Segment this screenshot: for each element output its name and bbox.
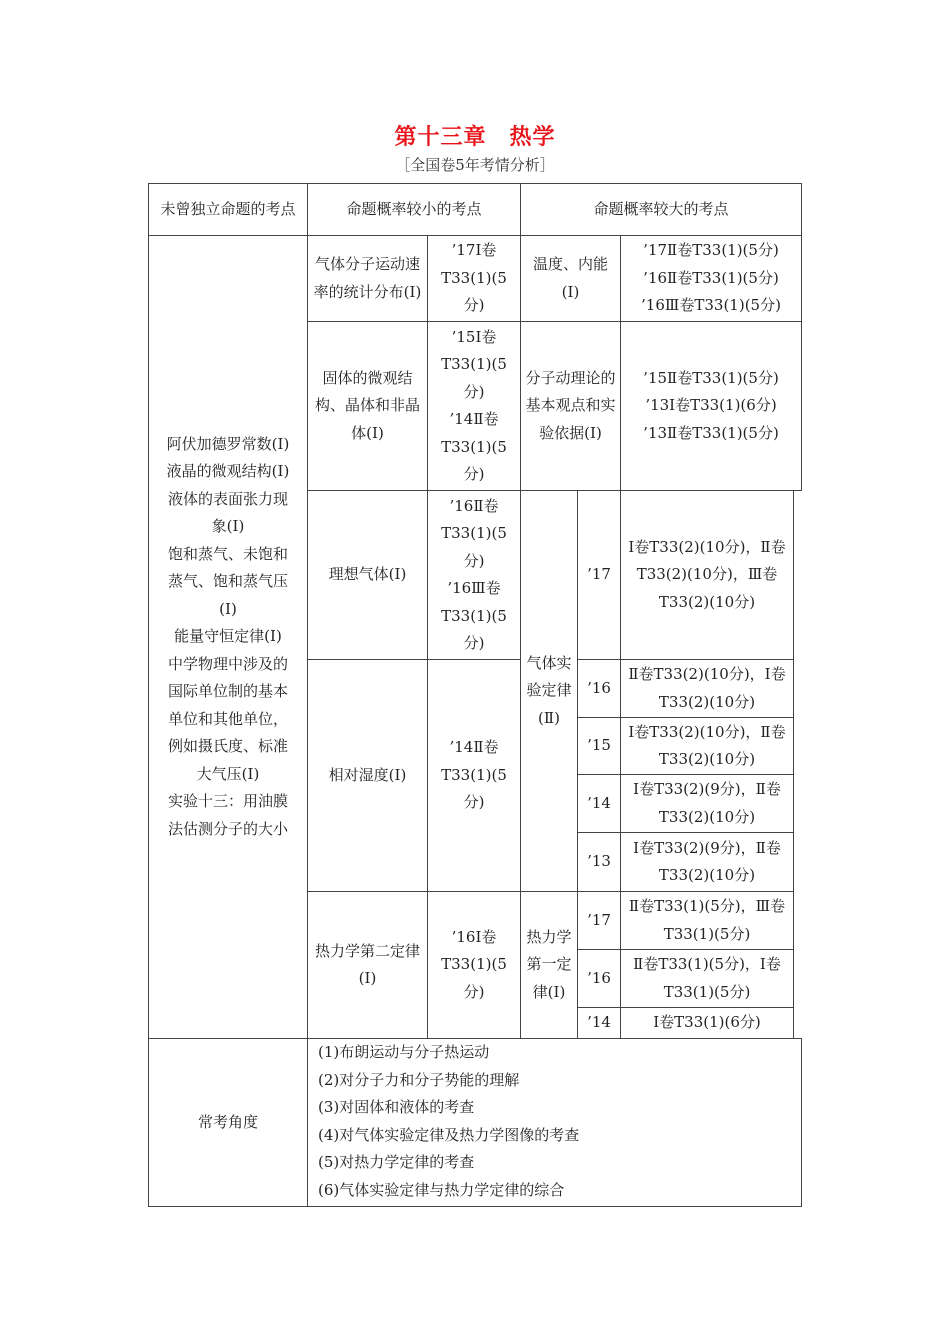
large-topic-temperature: [520, 235, 621, 322]
header-label: 未曾独立命题的考点: [160, 199, 296, 218]
topic-label: 温度、内能(Ⅰ): [532, 255, 608, 301]
first-law-detail-0: [620, 891, 794, 950]
gas-law-year-3: [577, 774, 621, 833]
year-label: ’13: [587, 852, 611, 871]
gas-law-year-1: [577, 659, 621, 718]
list-item: (2)对分子力和分子势能的理解: [318, 1070, 520, 1089]
large-exams-molecular: [620, 321, 802, 491]
header-unindependent: [148, 183, 308, 236]
exam-ref: ’14Ⅱ卷T33(1)(5分): [441, 410, 507, 483]
gas-law-detail-4: [620, 832, 794, 892]
topic-label: 分子动理论的基本观点和实验依据(Ⅰ): [525, 368, 616, 442]
large-topic-first-law: [520, 891, 578, 1039]
list-item: 液体的表面张力现象(Ⅰ): [167, 489, 288, 536]
chapter-subtitle: ［全国卷5年考情分析］: [395, 156, 555, 174]
topic-label: 热力学第二定律(Ⅰ): [314, 941, 420, 987]
list-item: 中学物理中涉及的国际单位制的基本单位和其他单位，例如摄氏度、标准大气压(Ⅰ): [167, 654, 288, 783]
exam-ref: ’16Ⅰ卷T33(1)(5分): [441, 927, 507, 1001]
header-small-probability: [307, 183, 521, 236]
small-topic-0: [307, 235, 428, 322]
list-item: 能量守恒定律(Ⅰ): [174, 627, 282, 646]
exam-ref: ’16Ⅱ卷T33(1)(5分): [643, 268, 779, 287]
small-topic-4: [307, 891, 428, 1039]
list-item: (4)对气体实验定律及热力学图像的考查: [318, 1125, 580, 1144]
small-exams-3: [427, 659, 521, 892]
small-exams-0: [427, 235, 521, 322]
topic-label: 理想气体(Ⅰ): [328, 565, 407, 584]
large-topic-molecular: [520, 321, 621, 491]
small-topic-1: [307, 321, 428, 491]
list-item: 阿伏加德罗常数(Ⅰ): [166, 434, 290, 453]
year-label: ’16: [587, 968, 611, 987]
topic-label: 气体分子运动速率的统计分布(Ⅰ): [313, 255, 422, 301]
exam-ref: Ⅰ卷T33(2)(9分)，Ⅱ卷T33(2)(10分): [633, 838, 781, 884]
exam-ref: Ⅱ卷T33(2)(10分)，Ⅰ卷T33(2)(10分): [628, 665, 786, 711]
list-item: 饱和蒸气、未饱和蒸气、饱和蒸气压(Ⅰ): [167, 544, 288, 618]
exam-ref: ’17Ⅱ卷T33(1)(5分): [643, 241, 779, 260]
exam-ref: ’15Ⅰ卷T33(1)(5分): [441, 327, 507, 401]
first-law-detail-1: [620, 949, 794, 1008]
exam-ref: ’16Ⅱ卷T33(1)(5分): [441, 496, 507, 570]
list-item: 实验十三：用油膜法估测分子的大小: [167, 792, 288, 838]
common-angles-list: [307, 1038, 802, 1207]
chapter-title: 第十三章 热学: [394, 124, 556, 150]
year-label: ’16: [587, 678, 611, 697]
exam-ref: ’16Ⅲ卷T33(1)(5分): [641, 296, 781, 315]
exam-ref: Ⅱ卷T33(1)(5分)，Ⅰ卷T33(1)(5分): [633, 955, 781, 1001]
unindependent-topics-cell: [148, 235, 308, 1039]
exam-ref: ’13Ⅰ卷T33(1)(6分): [645, 396, 777, 415]
list-item: (6)气体实验定律与热力学定律的综合: [318, 1180, 565, 1199]
exam-ref: ’15Ⅱ卷T33(1)(5分): [643, 368, 779, 387]
exam-ref: Ⅱ卷T33(1)(5分)，Ⅲ卷T33(1)(5分): [628, 897, 786, 943]
list-item: 液晶的微观结构(Ⅰ): [166, 462, 290, 481]
first-law-detail-2: [620, 1007, 794, 1039]
large-exams-temperature: [620, 235, 802, 322]
year-label: ’14: [587, 1013, 611, 1032]
exam-ref: Ⅰ卷T33(2)(9分)，Ⅱ卷T33(2)(10分): [633, 780, 781, 826]
header-large-probability: [520, 183, 802, 236]
gas-law-year-0: [577, 490, 621, 660]
topic-label: 固体的微观结构、晶体和非晶体(Ⅰ): [314, 368, 420, 442]
first-law-year-0: [577, 891, 621, 950]
first-law-year-2: [577, 1007, 621, 1039]
year-label: ’17: [587, 565, 611, 584]
gas-law-detail-3: [620, 774, 794, 833]
header-label: 命题概率较大的考点: [593, 199, 729, 218]
large-topic-gas-law: [520, 490, 578, 892]
small-exams-1: [427, 321, 521, 491]
year-label: ’14: [587, 793, 611, 812]
list-item: (5)对热力学定律的考查: [318, 1153, 475, 1171]
list-item: (3)对固体和液体的考查: [318, 1098, 475, 1116]
first-law-year-1: [577, 949, 621, 1008]
gas-law-detail-0: [620, 490, 794, 660]
small-exams-4: [427, 891, 521, 1039]
exam-ref: ’14Ⅱ卷T33(1)(5分): [441, 738, 507, 812]
gas-law-detail-2: [620, 717, 794, 775]
exam-ref: ’13Ⅱ卷T33(1)(5分): [643, 423, 779, 442]
small-exams-2: [427, 490, 521, 660]
gas-law-year-2: [577, 717, 621, 775]
row-label: 常考角度: [197, 1112, 258, 1131]
topic-label: 热力学第一定律(Ⅰ): [526, 927, 572, 1001]
topic-label: 相对湿度(Ⅰ): [328, 765, 407, 784]
list-item: (1)布朗运动与分子热运动: [318, 1043, 490, 1061]
header-label: 命题概率较小的考点: [346, 199, 482, 218]
exam-ref: ’16Ⅲ卷T33(1)(5分): [441, 579, 507, 652]
year-label: ’17: [587, 910, 611, 929]
exam-ref: ’17Ⅰ卷T33(1)(5分): [441, 241, 507, 315]
gas-law-year-4: [577, 832, 621, 892]
gas-law-detail-1: [620, 659, 794, 718]
common-angles-label: [148, 1038, 308, 1207]
small-topic-2: [307, 490, 428, 660]
topic-label: 气体实验定律(Ⅱ): [526, 653, 572, 727]
exam-ref: Ⅰ卷T33(2)(10分)，Ⅱ卷T33(2)(10分)，Ⅲ卷T33(2)(10分): [628, 537, 786, 611]
exam-ref: Ⅰ卷T33(2)(10分)，Ⅱ卷T33(2)(10分): [628, 722, 786, 768]
exam-ref: Ⅰ卷T33(1)(6分): [653, 1013, 761, 1032]
small-topic-3: [307, 659, 428, 892]
year-label: ’15: [587, 736, 611, 755]
